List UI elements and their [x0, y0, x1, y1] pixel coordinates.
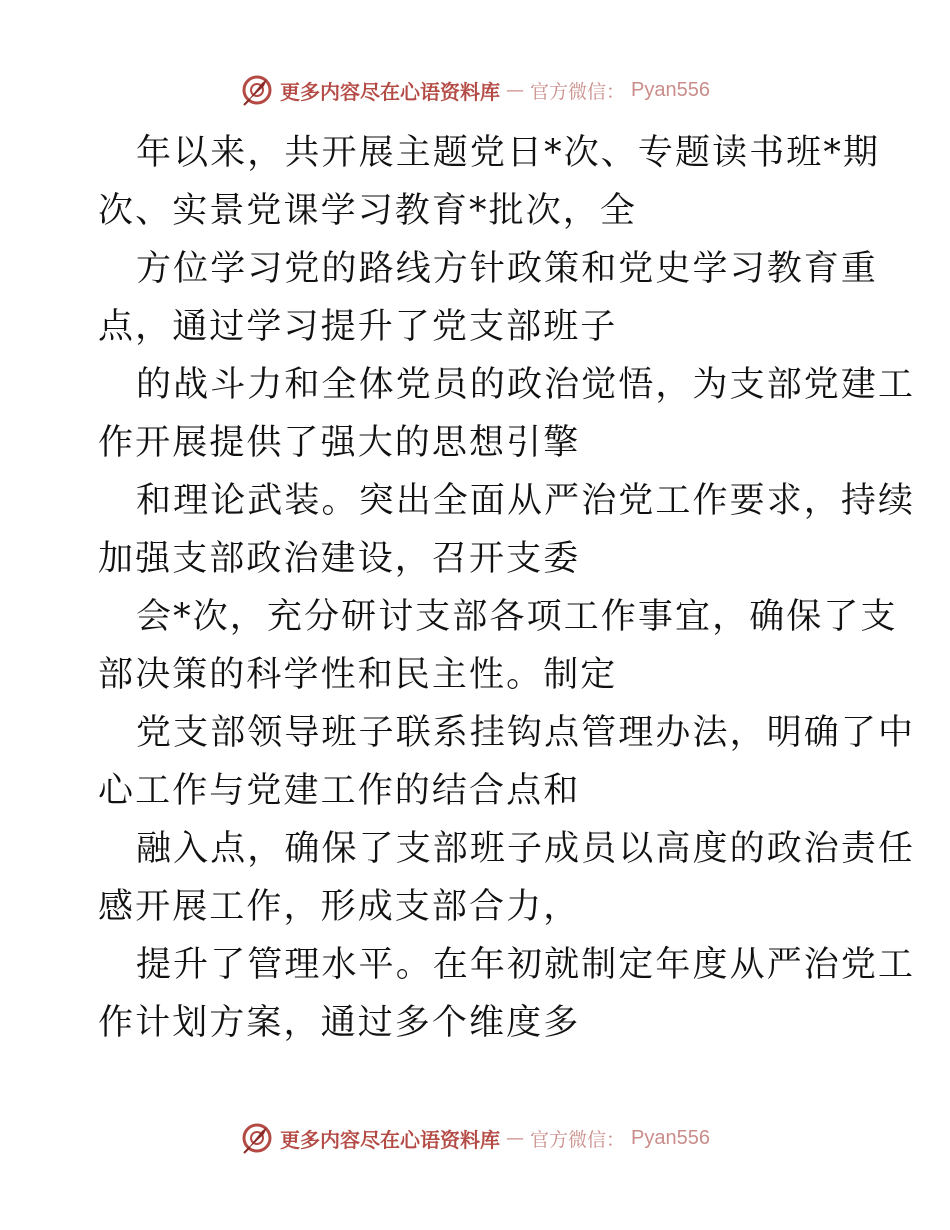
- body-line: 和理论武装。突出全面从严治党工作要求，持续: [136, 481, 916, 521]
- body-line: 融入点，确保了支部班子成员以高度的政治责任: [136, 829, 916, 869]
- banner-wechat-label: 官方微信：: [530, 80, 626, 103]
- pen-logo-icon: [240, 73, 274, 107]
- body-line: 作开展提供了强大的思想引擎: [98, 423, 581, 463]
- body-line: 心工作与党建工作的结合点和: [98, 771, 581, 811]
- body-line: 次、实景党课学习教育*批次，全: [98, 191, 638, 231]
- body-line: 的战斗力和全体党员的政治觉悟，为支部党建工: [136, 365, 916, 405]
- banner-wechat-label: 官方微信：: [530, 1128, 626, 1151]
- banner-dash: —: [506, 79, 524, 101]
- banner-wechat-id: Pyan556: [631, 1126, 710, 1149]
- body-line: 党支部领导班子联系挂钩点管理办法，明确了中: [136, 713, 916, 753]
- pen-logo-icon: [240, 1121, 274, 1155]
- body-line: 点，通过学习提升了党支部班子: [98, 307, 618, 347]
- body-line: 部决策的科学性和民主性。制定: [98, 655, 618, 695]
- body-line: 提升了管理水平。在年初就制定年度从严治党工: [136, 945, 916, 985]
- body-line: 方位学习党的路线方针政策和党史学习教育重: [136, 249, 879, 289]
- body-line: 加强支部政治建设，召开支委: [98, 539, 581, 579]
- body-line: 会*次，充分研讨支部各项工作事宜，确保了支: [136, 597, 898, 637]
- header-banner: [0, 70, 950, 110]
- footer-banner: [0, 1118, 950, 1158]
- banner-dash: —: [506, 1127, 524, 1149]
- body-line: 作计划方案，通过多个维度多: [98, 1003, 581, 1043]
- banner-title: 更多内容尽在心语资料库: [280, 1127, 500, 1152]
- document-body: [98, 124, 916, 1052]
- body-line: 感开展工作，形成支部合力，: [98, 887, 581, 927]
- banner-title: 更多内容尽在心语资料库: [280, 79, 500, 104]
- banner-wechat-id: Pyan556: [631, 78, 710, 101]
- body-line: 年以来，共开展主题党日*次、专题读书班*期: [136, 133, 881, 173]
